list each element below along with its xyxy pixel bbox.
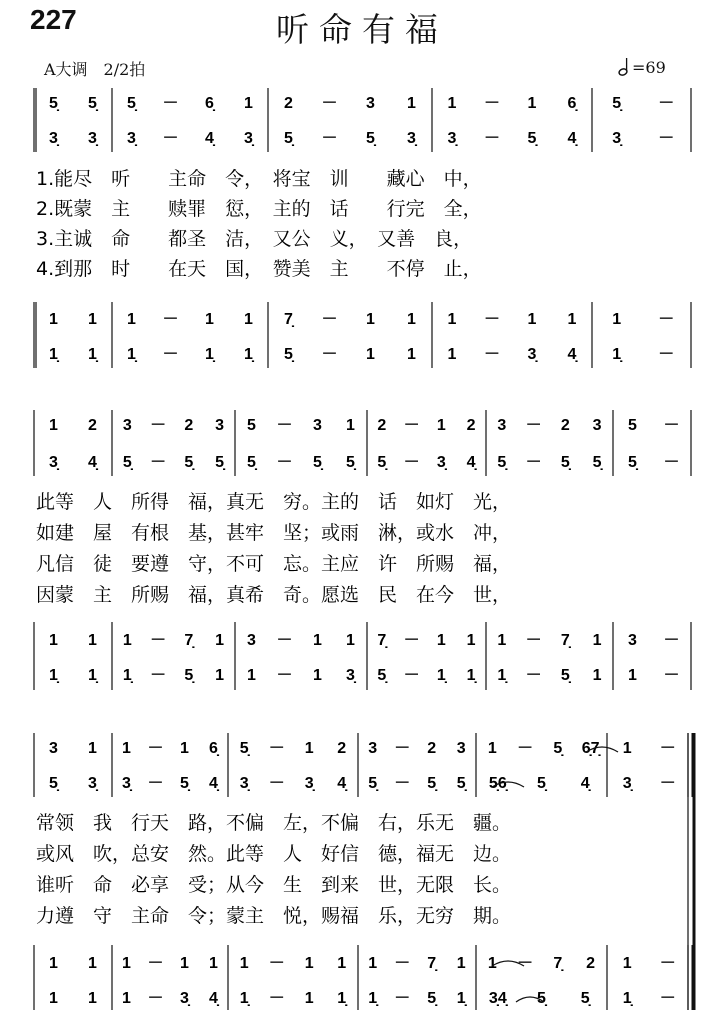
note-bass_bass: 1̣ xyxy=(368,990,378,1007)
note-treble_alto: 4̣ xyxy=(466,454,476,471)
note-bass_tenor: 1 xyxy=(49,632,58,649)
note-bass_bass: 4̣ xyxy=(567,346,577,363)
note-bass_bass: 1 xyxy=(304,990,314,1007)
note-treble_alto: 3̣ xyxy=(407,130,416,147)
note-treble_melody: 1 xyxy=(88,740,97,757)
lyric-line-1: 常领 我 行天 路，不偏 左，不偏 右，乐无 疆。 xyxy=(36,812,512,834)
note-bass_tenor: 1 xyxy=(366,311,375,328)
dash-note: － xyxy=(150,632,167,649)
note-bass_bass: 5̣ xyxy=(537,990,546,1007)
note-bass_tenor: 7̣ xyxy=(427,955,437,972)
note-treble_alto: 5̣ xyxy=(346,454,355,471)
note-treble_alto: 5̣ xyxy=(537,775,546,792)
lyric-line-4: 因蒙 主 所赐 福，真希 奇。愿选 民 在今 世， xyxy=(36,584,512,606)
dash-note: － xyxy=(321,130,338,147)
note-bass_bass: 3̣ xyxy=(346,667,355,684)
note-bass_bass: 1̣ xyxy=(456,990,466,1007)
tempo-value: =69 xyxy=(632,58,666,77)
note-bass_bass: 1 xyxy=(88,990,97,1007)
dash-note: － xyxy=(394,990,411,1007)
note-treble_alto: 5̣ xyxy=(560,454,570,471)
note-treble_melody: 1 xyxy=(447,95,457,112)
note-bass_bass: 1̣ xyxy=(127,346,136,363)
lyric-line-4: 4.到那 时 在天 国， 赞美 主 不停 止， xyxy=(36,258,482,280)
note-bass_bass: 1 xyxy=(122,990,131,1007)
note-treble_melody: 2 xyxy=(466,417,476,434)
lyric-line-3: 谁听 命 必享 受；从今 生 到来 世，无限 长。 xyxy=(36,874,512,896)
dash-note: － xyxy=(150,454,167,471)
note-bass_tenor: 1 xyxy=(180,955,189,972)
note-treble_alto: 4̣ xyxy=(567,130,577,147)
note-treble_alto: 5̣ xyxy=(368,775,378,792)
dash-note: － xyxy=(403,417,420,434)
note-bass_tenor: 1 xyxy=(127,311,136,328)
note-bass_bass: 1̣ xyxy=(122,667,132,684)
lyric-line-2: 2.既蒙 主 赎罪 愆， 主的 话 行完 全， xyxy=(36,198,482,220)
note-bass_bass: 1̣ xyxy=(88,667,97,684)
dash-note: － xyxy=(394,955,411,972)
note-bass_bass: 1̣ xyxy=(337,990,347,1007)
dash-note: － xyxy=(147,990,164,1007)
note-bass_bass: 1 xyxy=(407,346,416,363)
note-bass_tenor: 1 xyxy=(88,311,97,328)
dash-note: － xyxy=(663,667,680,684)
note-treble_melody: 6̣ xyxy=(209,740,218,757)
note-bass_bass: 1̣ xyxy=(239,990,249,1007)
note-treble_alto: 5̣6̣ xyxy=(488,775,507,792)
dash-note: － xyxy=(150,667,167,684)
note-bass_bass: 1̣ xyxy=(49,667,58,684)
note-bass_tenor: 1 xyxy=(205,311,214,328)
note-bass_tenor: 1 xyxy=(466,632,476,649)
dash-note: － xyxy=(659,775,676,792)
note-treble_melody: 3 xyxy=(313,417,322,434)
note-bass_tenor: 7̣ xyxy=(284,311,293,328)
note-bass_bass: 1 xyxy=(366,346,375,363)
note-treble_alto: 5̣ xyxy=(122,454,132,471)
note-bass_tenor: 1 xyxy=(209,955,218,972)
note-bass_tenor: 7̣ xyxy=(560,632,570,649)
dash-note: － xyxy=(162,130,179,147)
dash-note: － xyxy=(658,346,675,363)
note-treble_melody: 1 xyxy=(346,417,355,434)
note-treble_alto: 5̣ xyxy=(592,454,602,471)
note-treble_melody: 3 xyxy=(122,417,132,434)
note-treble_melody: 5̣ xyxy=(612,95,622,112)
note-treble_alto: 4̣ xyxy=(209,775,218,792)
note-bass_tenor: 1 xyxy=(622,955,632,972)
dash-note: － xyxy=(276,667,293,684)
note-treble_melody: 1 xyxy=(622,740,632,757)
note-treble_melody: 1 xyxy=(180,740,189,757)
dash-note: － xyxy=(403,667,420,684)
note-treble_melody: 1 xyxy=(407,95,416,112)
note-treble_alto: 3̣ xyxy=(239,775,249,792)
note-treble_alto: 5̣ xyxy=(366,130,375,147)
dash-note: － xyxy=(525,454,542,471)
note-treble_melody: 2 xyxy=(337,740,347,757)
note-treble_alto: 4̣ xyxy=(580,775,590,792)
dash-note: － xyxy=(659,955,676,972)
note-bass_bass: 1̣ xyxy=(49,346,58,363)
lyric-line-1: 1.能尽 听 主命 令， 将宝 训 藏心 中， xyxy=(36,168,482,190)
note-bass_tenor: 1 xyxy=(313,632,322,649)
note-bass_tenor: 7̣ xyxy=(553,955,563,972)
dash-note: － xyxy=(483,130,501,147)
note-bass_bass: 3̣ xyxy=(180,990,189,1007)
note-bass_bass: 1 xyxy=(49,990,58,1007)
note-bass_bass: 5̣ xyxy=(184,667,194,684)
note-treble_alto: 3̣ xyxy=(49,130,58,147)
dash-note: － xyxy=(659,990,676,1007)
note-treble_melody: 5̣ xyxy=(88,95,97,112)
dash-note: － xyxy=(268,740,285,757)
note-bass_tenor: 1 xyxy=(244,311,253,328)
note-treble_melody: 6̣7̣ xyxy=(581,740,600,757)
dash-note: － xyxy=(321,311,338,328)
note-bass_bass: 5̣ xyxy=(427,990,437,1007)
lyric-line-3: 凡信 徒 要遵 守，不可 忘。主应 许 所赐 福， xyxy=(36,553,512,575)
dash-note: － xyxy=(658,95,675,112)
note-bass_tenor: 1 xyxy=(436,632,446,649)
note-treble_alto: 5̣ xyxy=(497,454,507,471)
note-treble_alto: 3̣ xyxy=(49,454,58,471)
note-bass_bass: 1 xyxy=(313,667,322,684)
note-treble_alto: 5̣ xyxy=(49,775,58,792)
note-treble_melody: 2 xyxy=(88,417,97,434)
note-treble_melody: 3 xyxy=(368,740,378,757)
dash-note: － xyxy=(276,632,293,649)
dash-note: － xyxy=(525,667,542,684)
dash-note: － xyxy=(659,740,676,757)
note-bass_bass: 5̣ xyxy=(560,667,570,684)
note-treble_alto: 3̣ xyxy=(127,130,136,147)
note-bass_tenor: 1 xyxy=(497,632,507,649)
note-bass_bass: 1 xyxy=(247,667,256,684)
note-bass_tenor: 1 xyxy=(567,311,577,328)
note-treble_melody: 2 xyxy=(427,740,437,757)
note-bass_tenor: 1 xyxy=(447,311,457,328)
note-treble_melody: 3 xyxy=(497,417,507,434)
note-bass_bass: 1̣ xyxy=(205,346,214,363)
note-bass_tenor: 1 xyxy=(49,955,58,972)
note-bass_bass: 1̣ xyxy=(436,667,446,684)
dash-note: － xyxy=(483,95,501,112)
note-bass_tenor: 1 xyxy=(337,955,347,972)
note-bass_bass: 4̣ xyxy=(209,990,218,1007)
dash-note: － xyxy=(663,417,680,434)
dash-note: － xyxy=(162,311,179,328)
note-bass_bass: 1 xyxy=(628,667,637,684)
note-treble_melody: 2 xyxy=(284,95,293,112)
note-treble_alto: 5̣ xyxy=(247,454,256,471)
dash-note: － xyxy=(276,417,293,434)
note-treble_alto: 5̣ xyxy=(180,775,189,792)
note-treble_melody: 5 xyxy=(247,417,256,434)
note-treble_alto: 5̣ xyxy=(527,130,537,147)
note-treble_melody: 5 xyxy=(628,417,637,434)
note-treble_melody: 1 xyxy=(436,417,446,434)
note-treble_alto: 4̣ xyxy=(88,454,97,471)
note-treble_alto: 3̣ xyxy=(88,775,97,792)
note-treble_alto: 3̣ xyxy=(622,775,632,792)
note-treble_melody: 3 xyxy=(592,417,602,434)
note-bass_bass: 1̣ xyxy=(612,346,622,363)
note-bass_bass: 5̣ xyxy=(580,990,590,1007)
note-bass_tenor: 1 xyxy=(88,955,97,972)
dash-note: － xyxy=(268,775,285,792)
note-treble_alto: 5̣ xyxy=(184,454,194,471)
dash-note: － xyxy=(525,632,542,649)
dash-note: － xyxy=(150,417,167,434)
lyric-line-3: 3.主诚 命 都圣 洁， 又公 义， 又善 良， xyxy=(36,228,473,250)
dash-note: － xyxy=(147,955,164,972)
dash-note: － xyxy=(517,740,534,757)
note-treble_melody: 2 xyxy=(560,417,570,434)
note-bass_tenor: 1 xyxy=(368,955,378,972)
dash-note: － xyxy=(321,95,338,112)
lyric-line-1: 此等 人 所得 福，真无 穷。主的 话 如灯 光， xyxy=(36,491,512,513)
note-treble_alto: 5̣ xyxy=(313,454,322,471)
note-treble_melody: 6̣ xyxy=(567,95,577,112)
hymn-number: 227 xyxy=(30,4,77,35)
note-bass_bass: 1̣ xyxy=(88,346,97,363)
note-treble_melody: 1 xyxy=(527,95,537,112)
dash-note: － xyxy=(268,955,285,972)
note-bass_tenor: 1 xyxy=(49,311,58,328)
note-bass_bass: 1 xyxy=(215,667,225,684)
note-bass_tenor: 1 xyxy=(456,955,466,972)
note-bass_bass: 3̣4̣ xyxy=(488,990,507,1007)
note-treble_melody: 3 xyxy=(49,740,58,757)
dash-note: － xyxy=(268,990,285,1007)
note-treble_alto: 3̣ xyxy=(122,775,131,792)
note-treble_melody: 5̣ xyxy=(49,95,58,112)
dash-note: － xyxy=(483,311,501,328)
dash-note: － xyxy=(147,740,164,757)
dash-note: － xyxy=(658,130,675,147)
lyric-line-2: 如建 屋 有根 基，甚牢 坚；或雨 淋，或水 冲， xyxy=(36,522,512,544)
note-bass_bass: 5̣ xyxy=(284,346,293,363)
dash-note: － xyxy=(394,775,411,792)
note-treble_alto: 3̣ xyxy=(447,130,457,147)
note-treble_melody: 5̣ xyxy=(127,95,136,112)
note-treble_melody: 1 xyxy=(49,417,58,434)
lyric-line-4: 力遵 守 主命 令；蒙主 悦，赐福 乐，无穷 期。 xyxy=(36,905,512,927)
dash-note: － xyxy=(658,311,675,328)
note-treble_melody: 1 xyxy=(487,740,497,757)
note-bass_tenor: 1 xyxy=(592,632,602,649)
note-bass_tenor: 1 xyxy=(527,311,537,328)
note-bass_bass: 1̣ xyxy=(244,346,253,363)
note-treble_alto: 3̣ xyxy=(304,775,314,792)
note-bass_tenor: 1 xyxy=(346,632,355,649)
note-bass_bass: 5̣ xyxy=(377,667,387,684)
note-treble_alto: 3̣ xyxy=(436,454,446,471)
note-treble_melody: 6̣ xyxy=(205,95,214,112)
note-treble_melody: 1 xyxy=(304,740,314,757)
dash-note: － xyxy=(403,454,420,471)
note-treble_melody: 3 xyxy=(456,740,466,757)
dash-note: － xyxy=(483,346,501,363)
note-bass_tenor: 1 xyxy=(122,955,131,972)
note-bass_bass: 1 xyxy=(592,667,602,684)
note-treble_alto: 5̣ xyxy=(456,775,466,792)
note-bass_bass: 3̣ xyxy=(527,346,537,363)
note-bass_tenor: 1 xyxy=(122,632,132,649)
note-bass_bass: 1̣ xyxy=(466,667,476,684)
note-bass_tenor: 3 xyxy=(247,632,256,649)
dash-note: － xyxy=(517,955,534,972)
note-bass_bass: 1̣ xyxy=(497,667,507,684)
note-bass_tenor: 1 xyxy=(215,632,225,649)
note-bass_tenor: 3 xyxy=(628,632,637,649)
note-treble_melody: 3 xyxy=(215,417,225,434)
note-treble_alto: 5̣ xyxy=(628,454,637,471)
note-bass_tenor: 2 xyxy=(586,955,596,972)
note-treble_alto: 5̣ xyxy=(215,454,225,471)
note-treble_alto: 3̣ xyxy=(244,130,253,147)
note-treble_melody: 5̣ xyxy=(553,740,563,757)
note-bass_tenor: 1 xyxy=(88,632,97,649)
note-treble_melody: 2 xyxy=(184,417,194,434)
note-bass_tenor: 7̣ xyxy=(184,632,194,649)
note-bass_tenor: 1 xyxy=(487,955,497,972)
dash-note: － xyxy=(147,775,164,792)
note-treble_alto: 5̣ xyxy=(427,775,437,792)
note-bass_bass: 1 xyxy=(447,346,457,363)
note-bass_tenor: 1 xyxy=(239,955,249,972)
note-bass_tenor: 1 xyxy=(407,311,416,328)
dash-note: － xyxy=(663,454,680,471)
note-treble_alto: 5̣ xyxy=(377,454,387,471)
hymn-title: 听命有福 xyxy=(276,10,448,49)
dash-note: － xyxy=(403,632,420,649)
note-bass_tenor: 7̣ xyxy=(377,632,387,649)
dash-note: － xyxy=(162,346,179,363)
key-and-meter: A大调 2/2拍 xyxy=(44,60,146,79)
dash-note: － xyxy=(321,346,338,363)
note-bass_tenor: 1 xyxy=(304,955,314,972)
dash-note: － xyxy=(394,740,411,757)
note-treble_alto: 4̣ xyxy=(337,775,347,792)
note-treble_melody: 1 xyxy=(122,740,131,757)
note-treble_alto: 3̣ xyxy=(612,130,622,147)
dash-note: － xyxy=(663,632,680,649)
note-treble_alto: 4̣ xyxy=(205,130,214,147)
note-treble_melody: 3 xyxy=(366,95,375,112)
note-bass_bass: 1̣ xyxy=(622,990,632,1007)
note-treble_alto: 5̣ xyxy=(284,130,293,147)
note-bass_tenor: 1 xyxy=(612,311,622,328)
note-treble_melody: 5̣ xyxy=(239,740,249,757)
note-treble_melody: 2 xyxy=(377,417,387,434)
dash-note: － xyxy=(525,417,542,434)
note-treble_melody: 1 xyxy=(244,95,253,112)
dash-note: － xyxy=(276,454,293,471)
note-treble_alto: 3̣ xyxy=(88,130,97,147)
lyric-line-2: 或风 吹，总安 然。此等 人 好信 德，福无 边。 xyxy=(36,843,512,865)
dash-note: － xyxy=(162,95,179,112)
